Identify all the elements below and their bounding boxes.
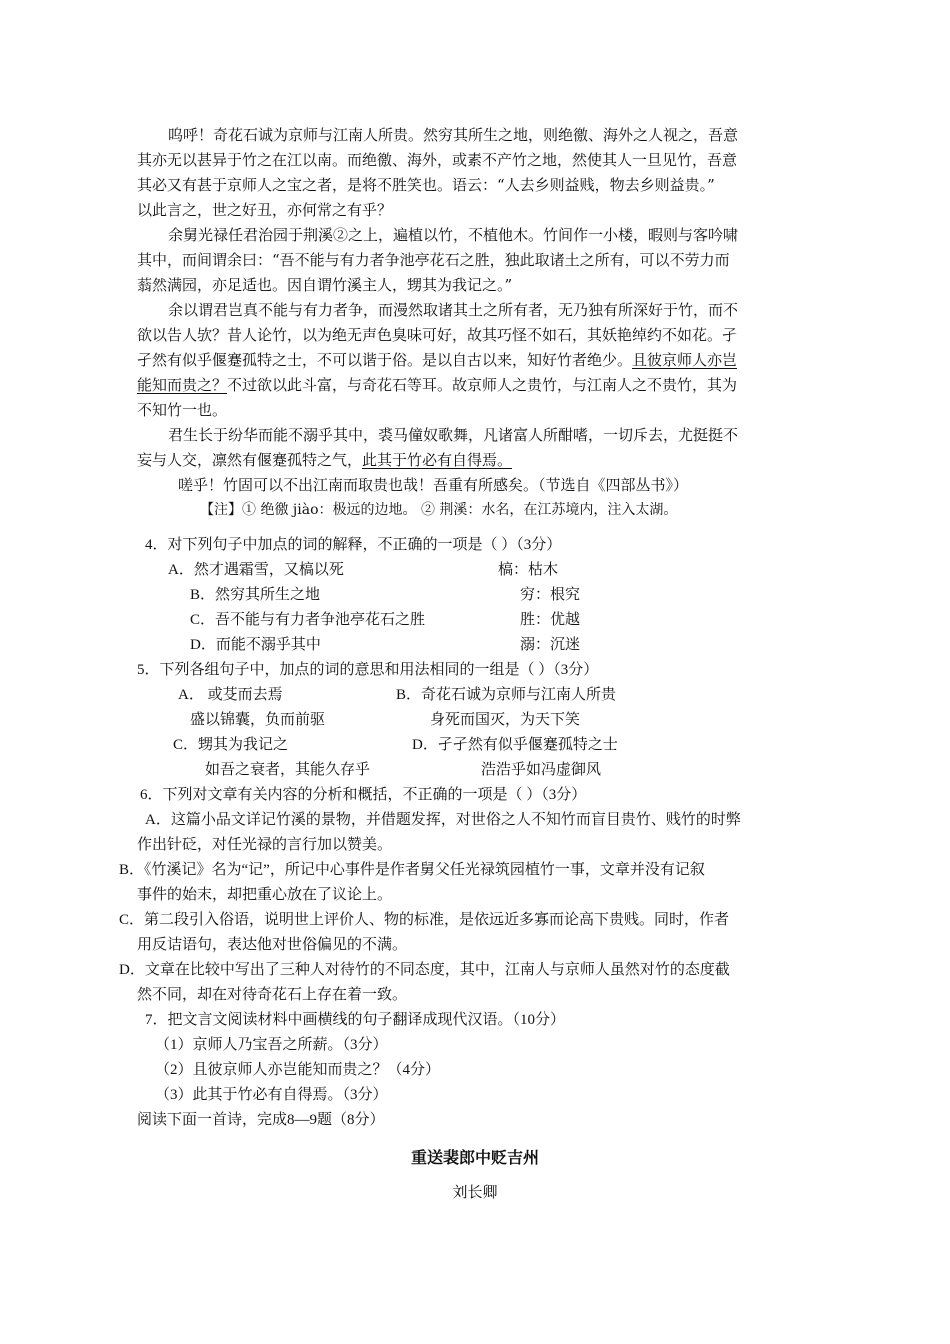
passage-line: 余舅光禄任君治园于荆溪②之上，遍植以竹，不植他木。竹间作一小楼，暇则与客吟啸 [168,226,739,244]
passage-line: 余以谓君岂真不能与有力者争，而漫然取诸其土之所有者，无乃独有所深好于竹，而不 [168,301,739,319]
q7-item-3: （3）此其于竹必有自得焉。（3分） [155,1087,388,1103]
passage-line: 呜呼！奇花石诚为京师与江南人所贵。然穷其所生之地，则绝徼、海外之人视之，吾意 [168,126,739,144]
poem-author: 刘长卿 [452,1183,498,1201]
passage-text: 不过欲以此斗富，与奇花石等耳。故京师人之贵竹，与江南人之不贵竹，其为 [227,376,738,394]
q6-option-c: C．第二段引入俗语，说明世上评价人、物的标准，是依远近多寡而论高下贵贱。同时，作者 [119,912,730,928]
passage-line [137,373,737,398]
passage-text: 孑然有似乎偃蹇孤特之士，不可以谐于俗。是以自古以来，知好竹者绝少。 [137,351,633,369]
q6-option-b: B．《竹溪记》名为“记”，所记中心事件是作者舅父任光禄筑园植竹一事，文章并没有记叙 [119,862,705,878]
q4-option-c-gloss: 胜：优越 [520,612,581,628]
passage-line [137,448,512,473]
poem-intro: 阅读下面一首诗，完成8—9题（8分） [137,1112,385,1128]
annotation-note: 【注】① 绝徼 jiào：极远的边地。 ② 荆溪：水名，在江苏境内，注入太湖。 [200,502,678,518]
passage-line: 其亦无以甚异于竹之在江以南。而绝徼、海外，或素不产竹之地，然使其人一旦见竹，吾意 [137,151,738,169]
q7-item-2: （2）且彼京师人亦岂能知而贵之？（4分） [155,1062,441,1078]
q6-option-d-cont: 然不同，却在对待奇花石上存在着一致。 [137,987,408,1003]
poem-title: 重送裴郎中贬吉州 [410,1148,539,1167]
q6-option-a-cont: 作出针砭，对任光禄的言行加以赞美。 [137,837,393,853]
q5-option-b-line2: 身死而国灭，为天下笑 [430,712,581,728]
q4-option-b-gloss: 穷：根究 [520,587,581,603]
q4-option-c: C．吾不能与有力者争池亭花石之胜 [190,612,426,628]
q5-option-a-line2: 盛以锦囊，负而前驱 [190,712,326,728]
q7-item-1: （1）京师人乃宝吾之所薪。（3分） [155,1037,388,1053]
q6-option-c-cont: 用反诘语句，表达他对世俗偏见的不满。 [137,937,408,953]
underlined-sentence: 能知而贵之？ [137,376,228,394]
question-4-stem: 4．对下列句子中加点的词的解释，不正确的一项是（ ）（3分） [145,537,562,553]
q4-option-b: B．然穷其所生之地 [190,587,321,603]
passage-line: 嗟乎！竹固可以不出江南而取贵也哉！吾重有所感矣。（节选自《四部丛书》） [178,476,689,494]
q5-option-c-line1: C．甥其为我记之 [173,737,289,753]
q5-option-b-line1: B．奇花石诚为京师与江南人所贵 [396,687,617,703]
q6-option-b-cont: 事件的始末，却把重心放在了议论上。 [137,887,393,903]
passage-line: 君生长于纷华而能不溺乎其中，裘马僮奴歌舞，凡诸富人所酣嗜，一切斥去，尤挺挺不 [168,426,739,444]
q6-option-d: D．文章在比较中写出了三种人对待竹的不同态度，其中，江南人与京师人虽然对竹的态度截 [119,962,730,978]
underlined-sentence: 此其于竹必有自得焉。 [362,451,513,469]
q6-option-a: A．这篇小品文详记竹溪的景物，并借题发挥，对世俗之人不知竹而盲目贵竹、贱竹的时弊 [145,812,741,828]
underlined-sentence: 且彼京师人亦岂 [632,351,738,369]
question-6-stem: 6．下列对文章有关内容的分析和概括，不正确的一项是（ ）（3分） [140,787,587,803]
passage-line: 以此言之，世之好丑，亦何常之有乎？ [137,201,393,219]
q4-option-a: A．然才遇霜雪，又槁以死 [168,562,344,578]
question-5-stem: 5．下列各组句子中，加点的词的意思和用法相同的一组是（ ）（3分） [137,662,599,678]
passage-line: 欲以告人欤？昔人论竹，以为绝无声色臭味可好，故其巧怪不如石，其妖艳绰约不如花。孑 [137,326,738,344]
passage-text: 妄与人交，凛然有偃蹇孤特之气， [137,451,363,469]
passage-line: 蓊然满园，亦足适也。因自谓竹溪主人，甥其为我记之。” [137,276,513,294]
passage-line: 其必又有甚于京师人之宝之者，是将不胜笑也。语云：“人去乡则益贱，物去乡则益贵。” [137,176,715,194]
q4-option-a-gloss: 槁：枯木 [498,562,559,578]
q5-option-d-line2: 浩浩乎如冯虚御风 [481,762,602,778]
question-7-stem: 7．把文言文阅读材料中画横线的句子翻译成现代汉语。（10分） [145,1012,566,1028]
q4-option-d: D．而能不溺乎其中 [190,637,321,653]
passage-line: 不知竹一也。 [137,401,228,419]
q5-option-d-line1: D．孑孑然有似乎偃蹇孤特之士 [412,737,618,753]
q5-option-a-line1: A． 或芟而去焉 [178,687,283,703]
q4-option-d-gloss: 溺：沉迷 [520,637,581,653]
passage-line [137,348,737,373]
passage-line: 其中，而间谓余曰：“吾不能与有力者争池亭花石之胜，独此取诸土之所有，可以不劳力而 [137,251,730,269]
q5-option-c-line2: 如吾之衰者，其能久存乎 [205,762,371,778]
